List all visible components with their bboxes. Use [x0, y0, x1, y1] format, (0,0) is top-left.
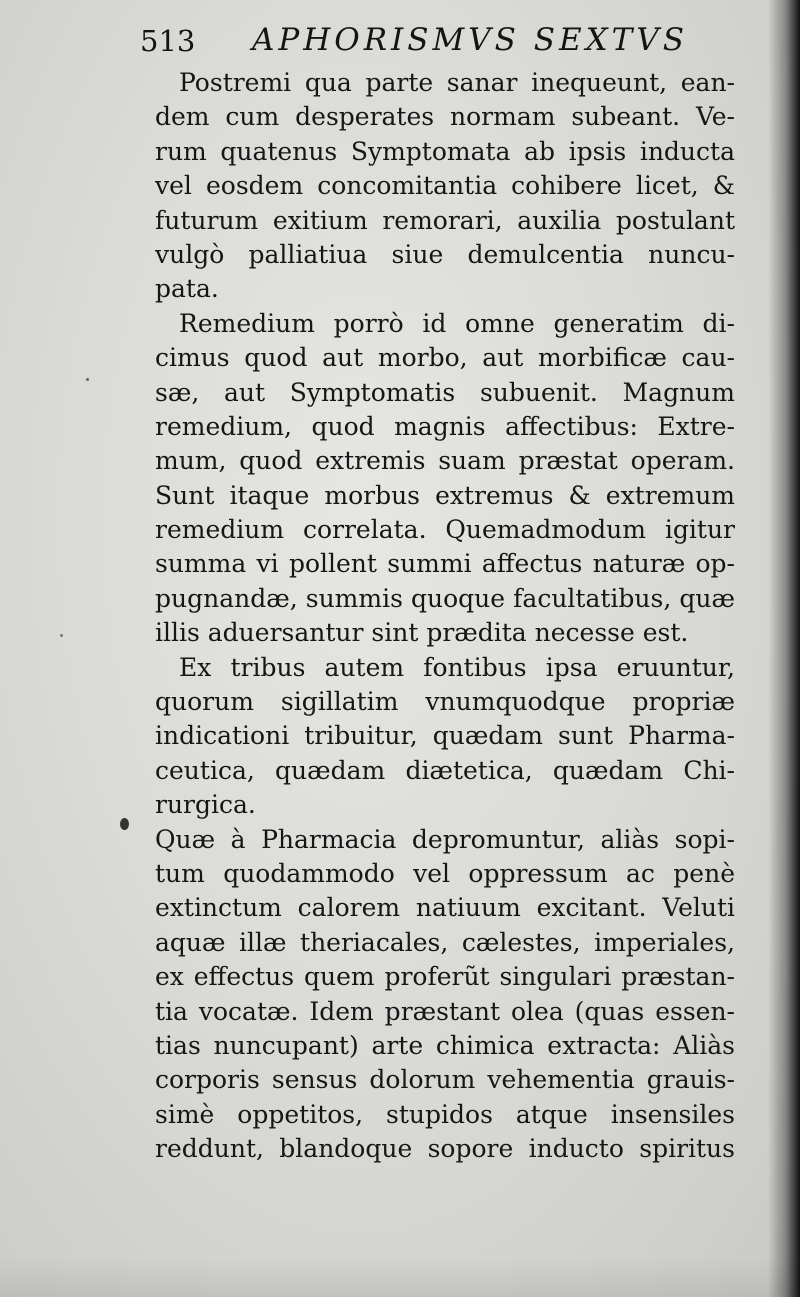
running-head: APHORISMVS SEXTVS	[252, 22, 688, 58]
text-line: quorum sigillatim vnumquodque propriæ	[155, 687, 735, 717]
text-line: Remedium porrò id omne generatim di-	[179, 308, 735, 338]
text-line: corporis sensus dolorum vehementia grauis-	[155, 1065, 735, 1095]
paper-speck	[60, 634, 63, 637]
text-line: mum, quod extremis suam præstat operam.	[155, 446, 735, 476]
text-line: simè oppetitos, stupidos atque insensiles	[155, 1099, 735, 1129]
text-line: reddunt, blandoque sopore inducto spiritus	[155, 1134, 735, 1164]
text-line: summa vi pollent summi affectus naturæ op-	[155, 549, 735, 579]
text-line: Postremi qua parte sanar inequeunt, ean-	[179, 68, 735, 97]
text-line: futurum exitium remorari, auxilia postulant	[155, 205, 735, 235]
paper-speck	[86, 378, 89, 381]
text-line: Sunt itaque morbus extremus & extremum	[155, 480, 735, 510]
text-line: sæ, aut Symptomatis subuenit. Magnum	[155, 377, 735, 407]
text-line: ex effectus quem proferũt singulari præstan-	[155, 962, 735, 992]
paper-speck	[120, 818, 129, 830]
text-line: rum quatenus Symptomata ab ipsis inducta	[155, 136, 735, 166]
page-number: 513	[140, 24, 196, 58]
text-line: ceutica, quædam diætetica, quædam Chi-	[155, 755, 735, 785]
text-line: Quæ à Pharmacia depromuntur, aliàs sopi-	[155, 824, 735, 854]
text-line: extinctum calorem natiuum excitant. Veluti	[155, 893, 735, 923]
text-line: dem cum desperates normam subeant. Ve-	[155, 102, 735, 132]
page-header	[140, 18, 700, 66]
text-line: tia vocatæ. Idem præstant olea (quas essen-	[155, 996, 735, 1026]
text-line: rurgica.	[155, 790, 256, 820]
text-line: tum quodammodo vel oppressum ac penè	[155, 858, 735, 888]
text-line: aquæ illæ theriacales, cælestes, imperiales,	[155, 927, 735, 957]
text-line: pugnandæ, summis quoque facultatibus, quæ	[155, 583, 735, 613]
text-line: remedium, quod magnis affectibus: Extre-	[155, 411, 735, 441]
text-line: indicationi tribuitur, quædam sunt Pharma-	[155, 721, 735, 751]
text-line: remedium correlata. Quemadmodum igitur	[155, 515, 735, 545]
text-line: illis aduersantur sint prædita necesse est.	[155, 618, 689, 648]
text-line: vulgò palliatiua siue demulcentia nuncu-	[155, 239, 735, 269]
text-line: Ex tribus autem fontibus ipsa eruuntur,	[179, 652, 735, 682]
body-text	[155, 66, 735, 1167]
page-bottom-shadow	[0, 1257, 800, 1297]
page-gutter-shadow	[768, 0, 800, 1297]
text-line: cimus quod aut morbo, aut morbificæ cau-	[155, 343, 735, 373]
text-line: pata.	[155, 274, 219, 304]
text-line: vel eosdem concomitantia cohibere licet, &	[155, 171, 735, 201]
text-line: tias nuncupant) arte chimica extracta: Aliàs	[155, 1030, 735, 1060]
